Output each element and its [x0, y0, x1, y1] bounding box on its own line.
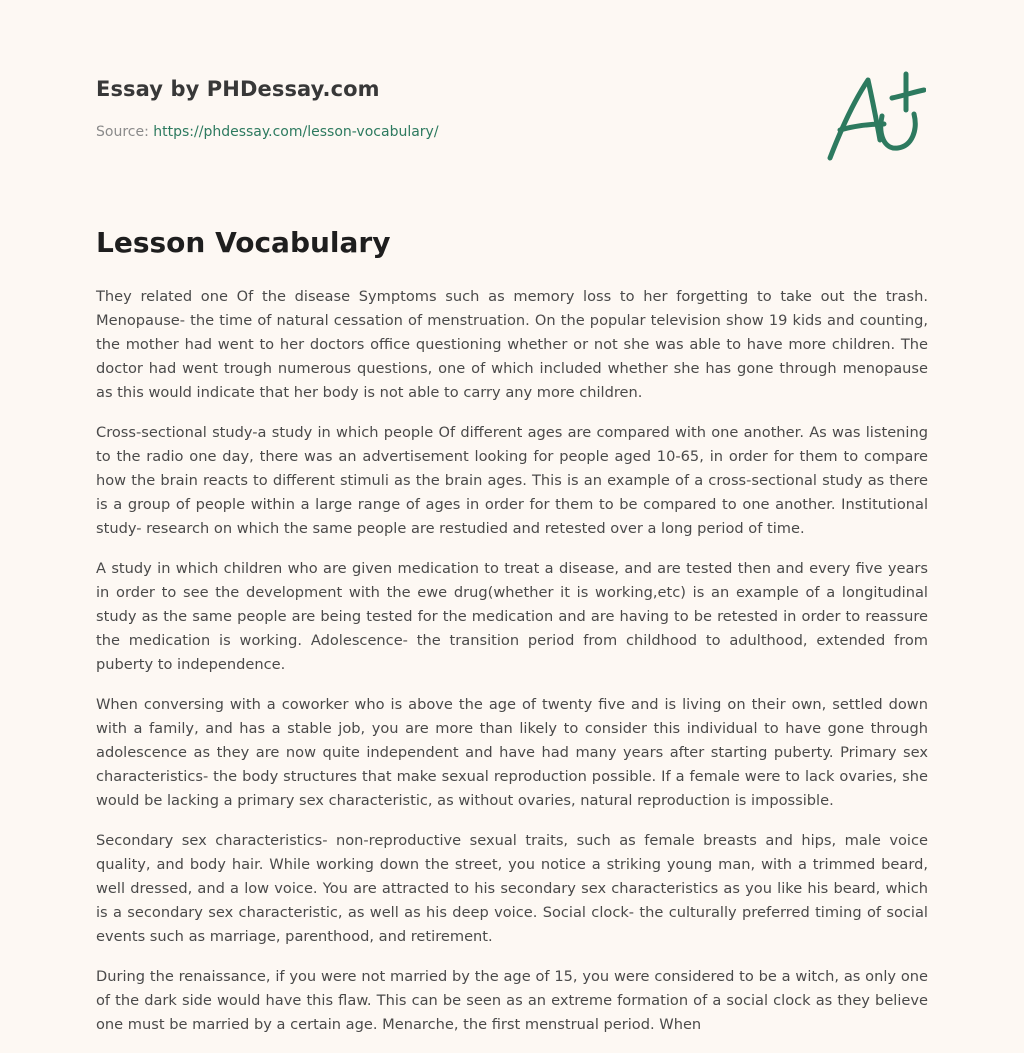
- paragraph: Cross-sectional study-a study in which people Of different ages are compared with one another. As was listening to the radio one day, there was an advertisement looking for people aged 10-65, in order for them to compare how the brain reacts to different stimuli as the brain ages. This is an example of a cross-sectional study as there is a group of people within a large range of ages in order for them to be compared to one another. Institutional study- research on which the same people are restudied and retested over a long period of time.: [96, 424, 928, 537]
- page-header: [96, 0, 928, 200]
- paragraph: Secondary sex characteristics- non-reproductive sexual traits, such as female breasts and hips, male voice quality, and body hair. While working down the street, you notice a striking young man, with a trimmed beard, well dressed, and a low voice. You are attracted to his secondary sex characteristics as you like his beard, which is a secondary sex characteristic, as well as his deep voice. Social clock- the culturally preferred timing of social events such as marriage, parenthood, and retirement.: [96, 832, 928, 945]
- paragraph: When conversing with a coworker who is above the age of twenty five and is living on their own, settled down with a family, and has a stable job, you are more than likely to consider this individual to have gone through adolescence as they are now quite independent and have had many years after starting puberty. Primary sex characteristics- the body structures that make sexual reproduction possible. If a female were to lack ovaries, she would be lacking a primary sex characteristic, as without ovaries, natural reproduction is impossible.: [96, 696, 928, 809]
- essay-body: [96, 285, 928, 1053]
- source-line: [96, 124, 439, 140]
- page-title: Lesson Vocabulary: [96, 226, 391, 259]
- brand-title: Essay by PHDessay.com: [96, 77, 380, 101]
- source-label: Source:: [96, 124, 154, 140]
- essay-page: [96, 0, 928, 1033]
- source-link[interactable]: https://phdessay.com/lesson-vocabulary/: [153, 124, 439, 140]
- paragraph: During the renaissance, if you were not married by the age of 15, you were considered to be a witch, as only one of the dark side would have this flaw. This can be seen as an extreme formation of a social clock as they believe one must be married by a certain age. Menarche, the first menstrual period. When: [96, 968, 928, 1033]
- a-plus-logo-icon: [826, 68, 926, 164]
- paragraph: A study in which children who are given medication to treat a disease, and are tested then and every five years in order to see the development with the ewe drug(whether it is working,etc) is an example of a longitudinal study as the same people are being tested for the medication and are having to be retested in order to reassure the medication is working. Adolescence- the transition period from childhood to adulthood, extended from puberty to independence.: [96, 560, 928, 673]
- paragraph: They related one Of the disease Symptoms such as memory loss to her forgetting to take out the trash. Menopause- the time of natural cessation of menstruation. On the popular television show 19 kids and counting, the mother had went to her doctors office questioning whether or not she was able to have more children. The doctor had went trough numerous questions, one of which included whether she has gone through menopause as this would indicate that her body is not able to carry any more children.: [96, 288, 928, 401]
